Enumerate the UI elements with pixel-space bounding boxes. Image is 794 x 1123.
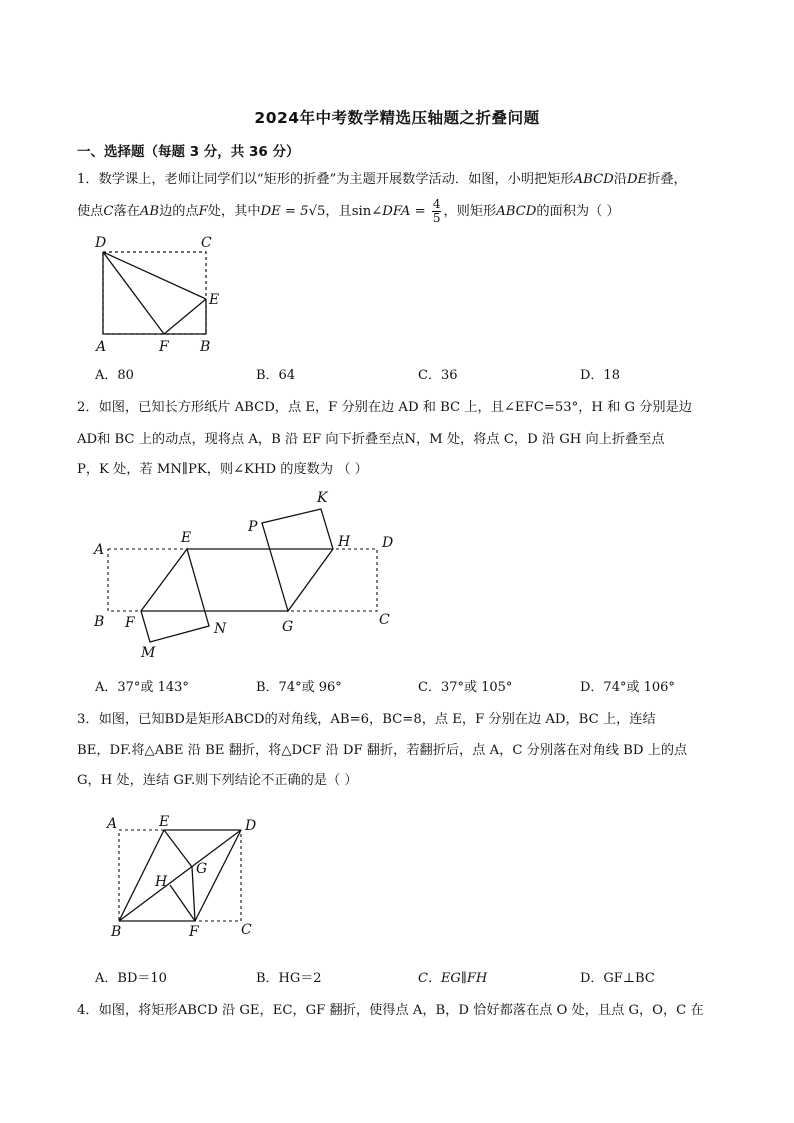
section-heading: 一、选择题（每题 3 分，共 36 分） bbox=[77, 144, 300, 160]
q1-option-d[interactable]: D．18 bbox=[580, 368, 620, 383]
q1-text: ABCD bbox=[573, 172, 614, 187]
q1-text: 1．数学课上，老师让同学们以“矩形的折叠”为主题开展数学活动．如图，小明把矩形 bbox=[77, 172, 574, 187]
q1-label-b: B bbox=[200, 339, 211, 355]
q2-label-b: B bbox=[94, 614, 105, 630]
q3-label-e: E bbox=[159, 814, 170, 830]
q1-text: F bbox=[198, 204, 208, 219]
q2-folded-left bbox=[141, 549, 209, 642]
q2-label-d: D bbox=[382, 535, 394, 551]
q3-line-3: G，H 处，连结 GF.则下列结论不正确的是（ ） bbox=[77, 773, 358, 788]
q1-line-df bbox=[103, 252, 164, 334]
q2-line-3: P，K 处，若 MN∥PK，则∠KHD 的度数为 （ ） bbox=[77, 462, 368, 477]
q3-line-hf bbox=[170, 885, 195, 921]
q2-label-e: E bbox=[181, 530, 192, 546]
q3-line-2: BE，DF.将△ABE 沿 BE 翻折，将△DCF 沿 DF 翻折，若翻折后，点 A，C 分别落在对角线 BD 上的点 bbox=[77, 743, 688, 758]
q2-option-d[interactable]: D．74°或 106° bbox=[580, 680, 675, 695]
q1-fraction bbox=[432, 198, 442, 225]
q1-option-a[interactable]: A．80 bbox=[95, 368, 134, 383]
q2-line-1: 2．如图，已知长方形纸片 ABCD，点 E，F 分别在边 AD 和 BC 上，且∠EFC=53°，H 和 G 分别是边 bbox=[77, 400, 692, 415]
q3-figure bbox=[100, 810, 270, 940]
q2-label-p: P bbox=[248, 519, 258, 535]
q2-option-c[interactable]: C．37°或 105° bbox=[418, 680, 513, 695]
q1-text: 折叠， bbox=[647, 172, 687, 187]
q3-option-d[interactable]: D．GF⊥BC bbox=[580, 971, 655, 986]
fraction-numerator: 4 bbox=[432, 197, 441, 211]
q1-line-2 bbox=[77, 198, 620, 225]
q3-option-a[interactable]: A．BD＝10 bbox=[95, 971, 167, 986]
q1-math: DE = 5 bbox=[260, 204, 309, 219]
q1-text: DE bbox=[626, 172, 648, 187]
q1-text: = bbox=[410, 204, 430, 219]
q2-label-n: N bbox=[214, 621, 227, 637]
q3-label-f: F bbox=[189, 924, 199, 940]
q1-line-de bbox=[103, 252, 206, 299]
q1-text: ，则矩形 bbox=[443, 204, 497, 219]
q3-label-c: C bbox=[241, 922, 252, 938]
q1-label-d: D bbox=[95, 235, 107, 251]
q1-option-c[interactable]: C．36 bbox=[418, 368, 458, 383]
q2-option-b[interactable]: B．74°或 96° bbox=[256, 680, 342, 695]
q2-label-f: F bbox=[125, 615, 135, 631]
q2-figure bbox=[88, 485, 398, 665]
q1-text: 边的点 bbox=[159, 204, 199, 219]
q1-label-c: C bbox=[201, 235, 212, 251]
q1-line-fe bbox=[164, 299, 206, 334]
q2-label-h: H bbox=[338, 534, 351, 550]
fraction-denominator: 5 bbox=[432, 211, 441, 225]
q3-label-h: H bbox=[155, 874, 168, 890]
q2-folded-right bbox=[262, 509, 333, 611]
q2-line-2: AD和 BC 上的动点，现将点 A，B 沿 EF 向下折叠至点N，M 处，将点 C，D 沿 GH 向上折叠至点 bbox=[77, 432, 665, 447]
q3-option-b[interactable]: B．HG＝2 bbox=[256, 971, 322, 986]
q1-label-f: F bbox=[159, 339, 169, 355]
q1-sqrt: √5 bbox=[308, 204, 326, 219]
page-title: 2024年中考数学精选压轴题之折叠问题 bbox=[254, 109, 540, 127]
q3-label-a: A bbox=[107, 816, 118, 832]
q2-label-a: A bbox=[94, 542, 105, 558]
q2-label-g: G bbox=[282, 619, 294, 635]
q1-text: 落在 bbox=[113, 204, 140, 219]
q1-text: ，且sin∠ bbox=[325, 204, 383, 219]
q1-figure bbox=[85, 228, 230, 358]
q2-label-m: M bbox=[141, 645, 156, 661]
q1-text: 沿 bbox=[613, 172, 627, 187]
q1-line-1 bbox=[77, 168, 687, 187]
q1-text: DFA bbox=[382, 204, 411, 219]
q1-text: AB bbox=[139, 204, 160, 219]
q2-label-c: C bbox=[379, 612, 390, 628]
q3-label-d: D bbox=[245, 818, 257, 834]
q1-text: C bbox=[103, 204, 114, 219]
q3-diagonal-bd bbox=[119, 830, 241, 921]
q3-line-eg bbox=[164, 830, 192, 867]
q1-text: ABCD bbox=[496, 204, 537, 219]
q3-line-gf bbox=[192, 867, 195, 921]
q2-label-k: K bbox=[317, 490, 328, 506]
q4-line-1: 4．如图，将矩形ABCD 沿 GE，EC，GF 翻折，使得点 A，B，D 恰好都落在点 O 处，且点 G，O，C 在 bbox=[77, 1003, 704, 1018]
q3-label-g: G bbox=[196, 861, 208, 877]
q1-text: 使点 bbox=[77, 204, 104, 219]
q3-line-1: 3．如图，已知BD是矩形ABCD的对角线，AB=6，BC=8，点 E，F 分别在边 AD，BC 上，连结 bbox=[77, 712, 656, 727]
q1-text: 的面积为（ ） bbox=[536, 204, 620, 219]
q2-option-a[interactable]: A．37°或 143° bbox=[95, 680, 189, 695]
q1-text: 处，其中 bbox=[207, 204, 261, 219]
q1-label-a: A bbox=[96, 339, 107, 355]
q1-label-e: E bbox=[209, 292, 220, 308]
q1-option-b[interactable]: B．64 bbox=[256, 368, 296, 383]
q3-option-c[interactable]: C．EG∥FH bbox=[418, 971, 488, 986]
q3-label-b: B bbox=[111, 924, 122, 940]
